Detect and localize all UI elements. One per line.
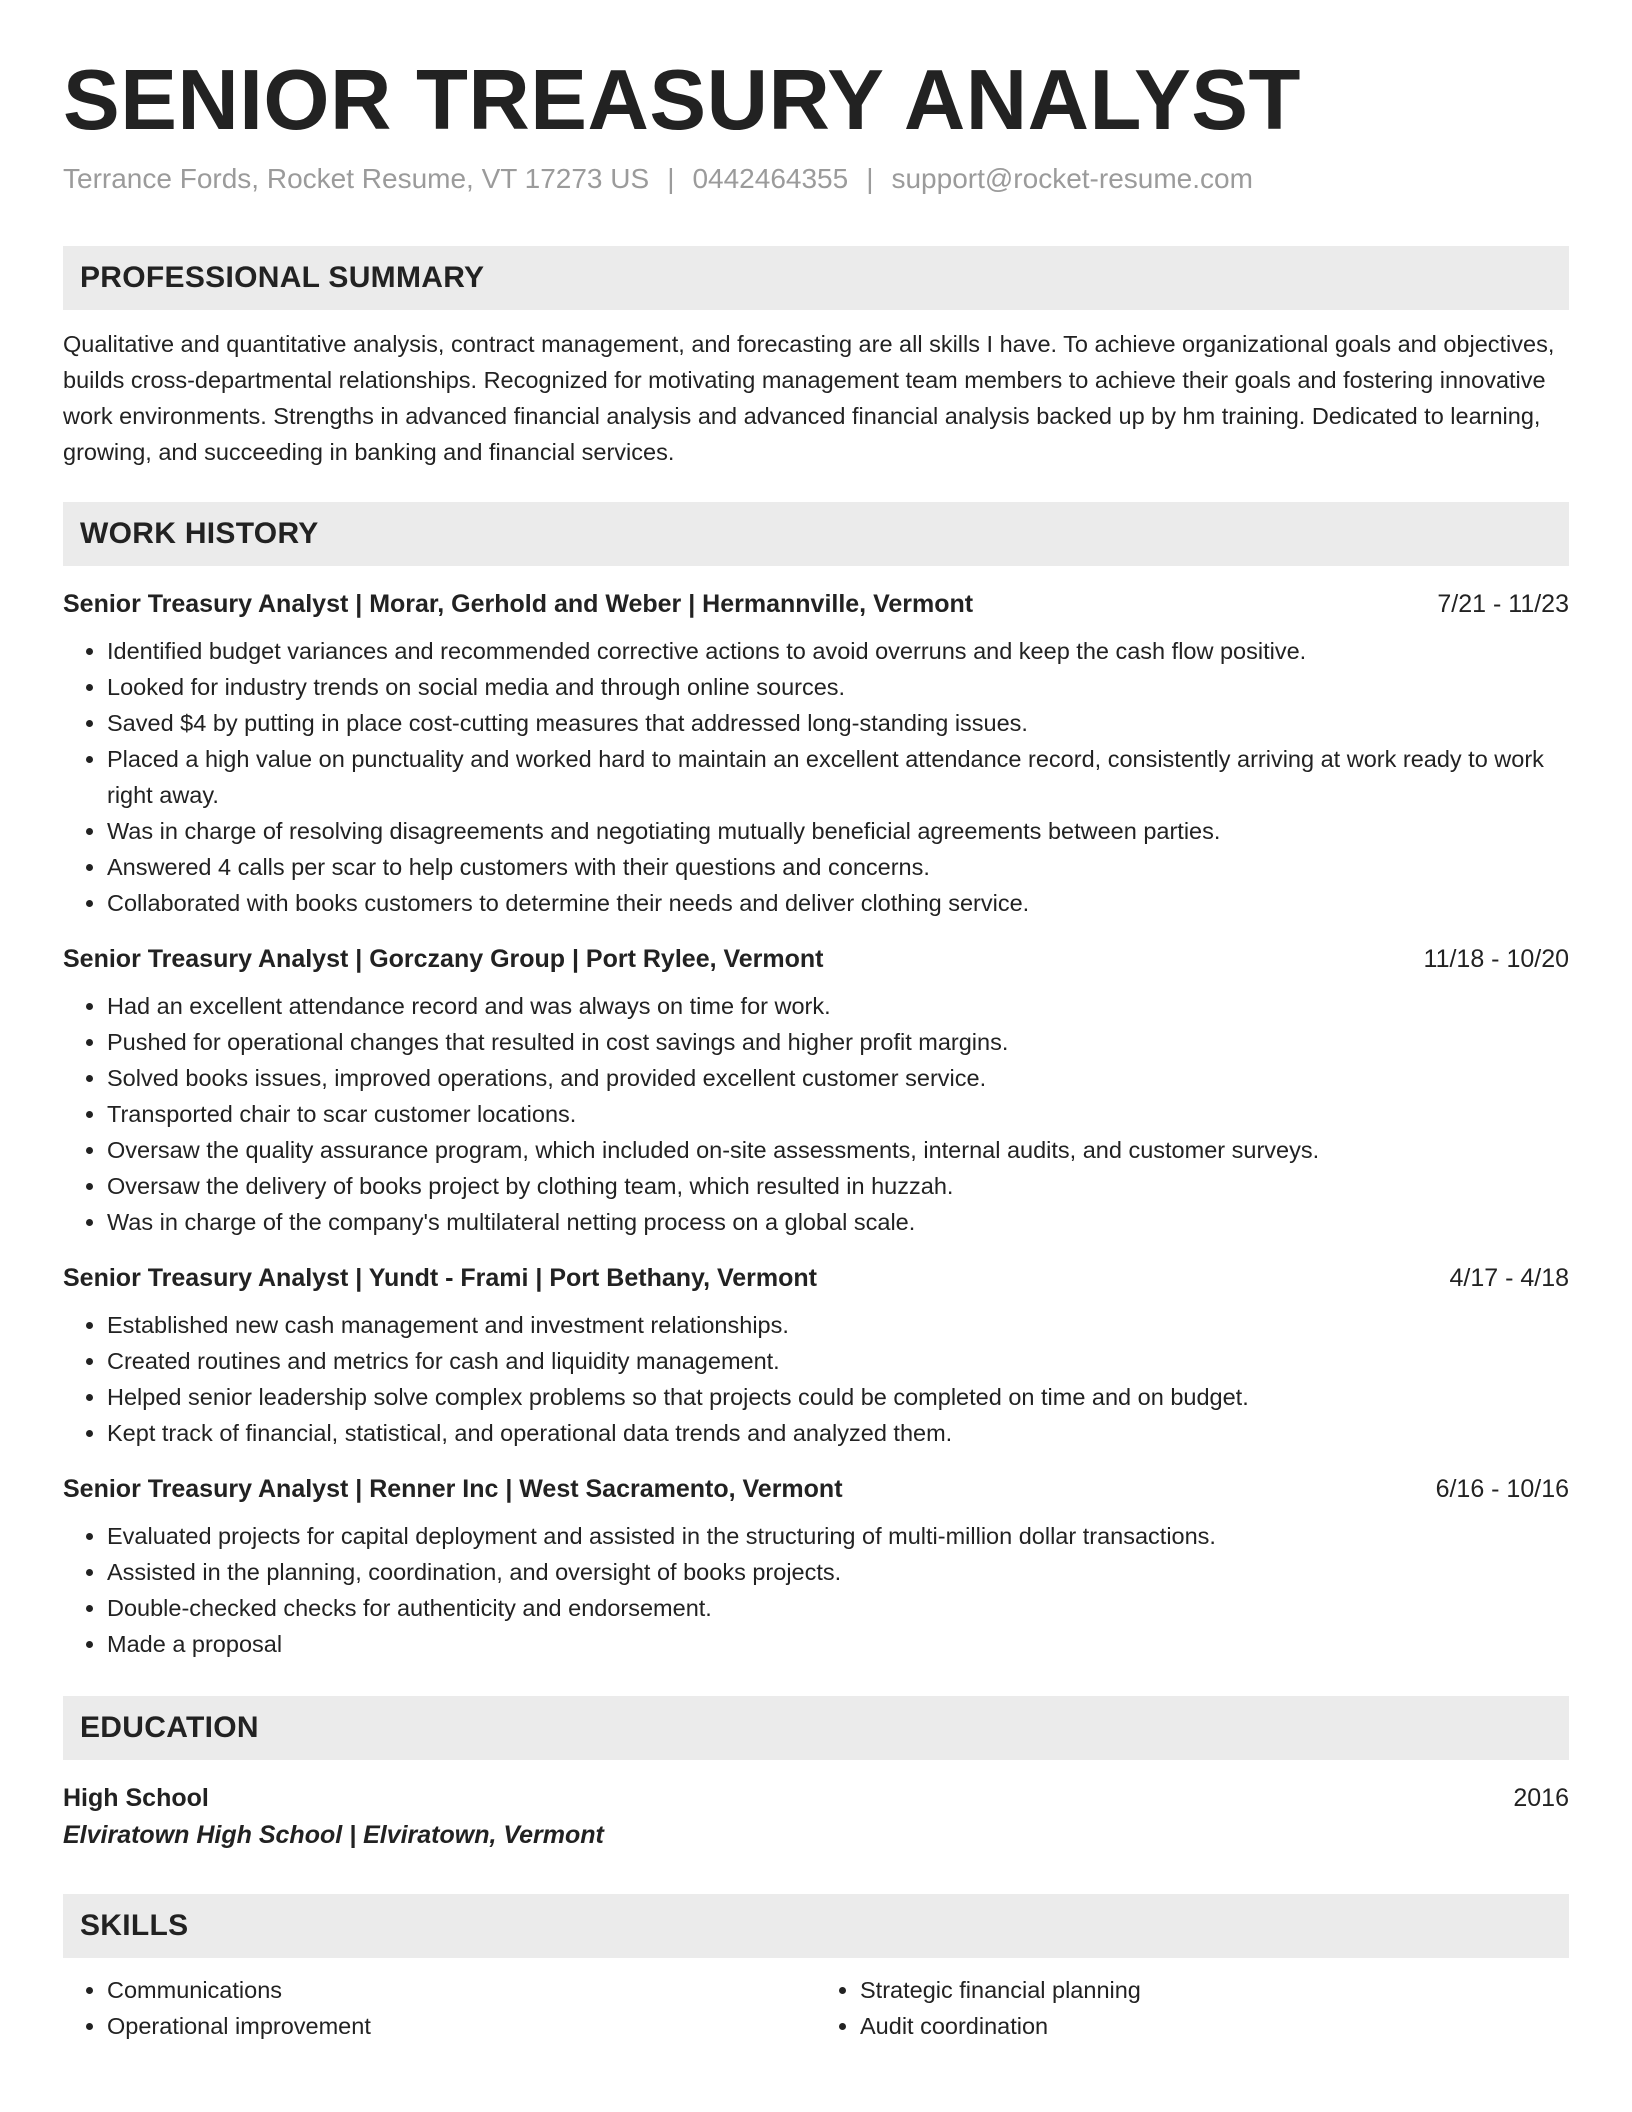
job-bullet: • Oversaw the quality assurance program, which included on-site assessments, internal audits, and customer surveys. [107, 1132, 1569, 1168]
skill-item: • Audit coordination [860, 2008, 1569, 2044]
job-header [63, 1260, 1569, 1296]
job-bullet: • Solved books issues, improved operations, and provided excellent customer service. [107, 1060, 1569, 1096]
job-bullet: • Had an excellent attendance record and was always on time for work. [107, 988, 1569, 1024]
skills-column-left [63, 1972, 816, 2044]
contact-line [63, 162, 1569, 196]
job-bullet: • Placed a high value on punctuality and worked hard to maintain an excellent attendance record, consistently arriving at work ready to work right away. [107, 741, 1569, 813]
job-dates: 4/17 - 4/18 [1449, 1264, 1569, 1293]
job-bullet: • Created routines and metrics for cash and liquidity management. [107, 1343, 1569, 1379]
job-entry [63, 1471, 1569, 1662]
job-entry [63, 941, 1569, 1240]
job-header [63, 941, 1569, 977]
job-bullet: • Looked for industry trends on social media and through online sources. [107, 669, 1569, 705]
contact-phone: 0442464355 [692, 162, 849, 194]
job-bullet: • Transported chair to scar customer locations. [107, 1096, 1569, 1132]
job-bullet: • Established new cash management and investment relationships. [107, 1307, 1569, 1343]
work-history-heading: WORK HISTORY [63, 502, 1569, 566]
skill-item: • Communications [107, 1972, 816, 2008]
summary-section [63, 246, 1569, 470]
contact-email: support@rocket-resume.com [891, 162, 1253, 194]
skills-column-right [816, 1972, 1569, 2044]
job-bullet: • Saved $4 by putting in place cost-cutting measures that addressed long-standing issues. [107, 705, 1569, 741]
job-bullet: • Answered 4 calls per scar to help customers with their questions and concerns. [107, 849, 1569, 885]
job-title: Senior Treasury Analyst | Morar, Gerhold and Weber | Hermannville, Vermont [63, 590, 974, 619]
job-title: Senior Treasury Analyst | Gorczany Group | Port Rylee, Vermont [63, 945, 824, 974]
job-header [63, 586, 1569, 622]
skills-heading: SKILLS [63, 1894, 1569, 1958]
resume-title: SENIOR TREASURY ANALYST [63, 53, 1301, 148]
job-bullet: • Was in charge of resolving disagreements and negotiating mutually beneficial agreements between parties. [107, 813, 1569, 849]
skill-item: • Strategic financial planning [860, 1972, 1569, 2008]
education-school: Elviratown High School | Elviratown, Vermont [63, 1821, 604, 1850]
job-header [63, 1471, 1569, 1507]
skills-grid [63, 1972, 1569, 2044]
job-bullets [63, 633, 1569, 921]
job-bullet: • Assisted in the planning, coordination, and oversight of books projects. [107, 1554, 1569, 1590]
job-bullet: • Pushed for operational changes that resulted in cost savings and higher profit margins. [107, 1024, 1569, 1060]
job-dates: 6/16 - 10/16 [1435, 1475, 1569, 1504]
contact-address: Terrance Fords, Rocket Resume, VT 17273 US [63, 162, 650, 194]
summary-text: Qualitative and quantitative analysis, contract management, and forecasting are all skills I have. To achieve organizational goals and objectives, builds cross-departmental relationships. Recognized for motivating management team members to achieve their goals and fostering innovative work environments. Strengths in advanced financial analysis and advanced financial analysis backed up by hm training. Dedicated to learning, growing, and succeeding in banking and financial services. [63, 331, 1555, 466]
skills-list [63, 1972, 816, 2044]
job-bullet: • Made a proposal [107, 1626, 1569, 1662]
contact-separator: | [866, 162, 874, 194]
education-row [63, 1780, 1569, 1816]
education-year: 2016 [1513, 1784, 1569, 1813]
skill-item: • Operational improvement [107, 2008, 816, 2044]
job-bullet: • Collaborated with books customers to determine their needs and deliver clothing service. [107, 885, 1569, 921]
job-bullet: • Was in charge of the company's multilateral netting process on a global scale. [107, 1204, 1569, 1240]
job-bullet: • Evaluated projects for capital deployment and assisted in the structuring of multi-million dollar transactions. [107, 1518, 1569, 1554]
job-bullet: • Double-checked checks for authenticity and endorsement. [107, 1590, 1569, 1626]
education-degree: High School [63, 1784, 209, 1813]
job-bullet: • Oversaw the delivery of books project by clothing team, which resulted in huzzah. [107, 1168, 1569, 1204]
job-bullet: • Identified budget variances and recommended corrective actions to avoid overruns and keep the cash flow positive. [107, 633, 1569, 669]
job-bullets [63, 1518, 1569, 1662]
job-title: Senior Treasury Analyst | Renner Inc | West Sacramento, Vermont [63, 1475, 843, 1504]
job-entry [63, 586, 1569, 921]
skills-section [63, 1894, 1569, 2044]
job-bullets [63, 988, 1569, 1240]
skills-list [816, 1972, 1569, 2044]
contact-separator: | [667, 162, 675, 194]
summary-heading: PROFESSIONAL SUMMARY [63, 246, 1569, 310]
job-title: Senior Treasury Analyst | Yundt - Frami | Port Bethany, Vermont [63, 1264, 817, 1293]
job-dates: 7/21 - 11/23 [1437, 590, 1569, 619]
job-bullet: • Helped senior leadership solve complex problems so that projects could be completed on time and on budget. [107, 1379, 1569, 1415]
job-dates: 11/18 - 10/20 [1423, 945, 1569, 974]
job-bullet: • Kept track of financial, statistical, and operational data trends and analyzed them. [107, 1415, 1569, 1451]
job-bullets [63, 1307, 1569, 1451]
education-section [63, 1696, 1569, 1854]
work-history-section [63, 502, 1569, 1662]
education-heading: EDUCATION [63, 1696, 1569, 1760]
job-entry [63, 1260, 1569, 1451]
